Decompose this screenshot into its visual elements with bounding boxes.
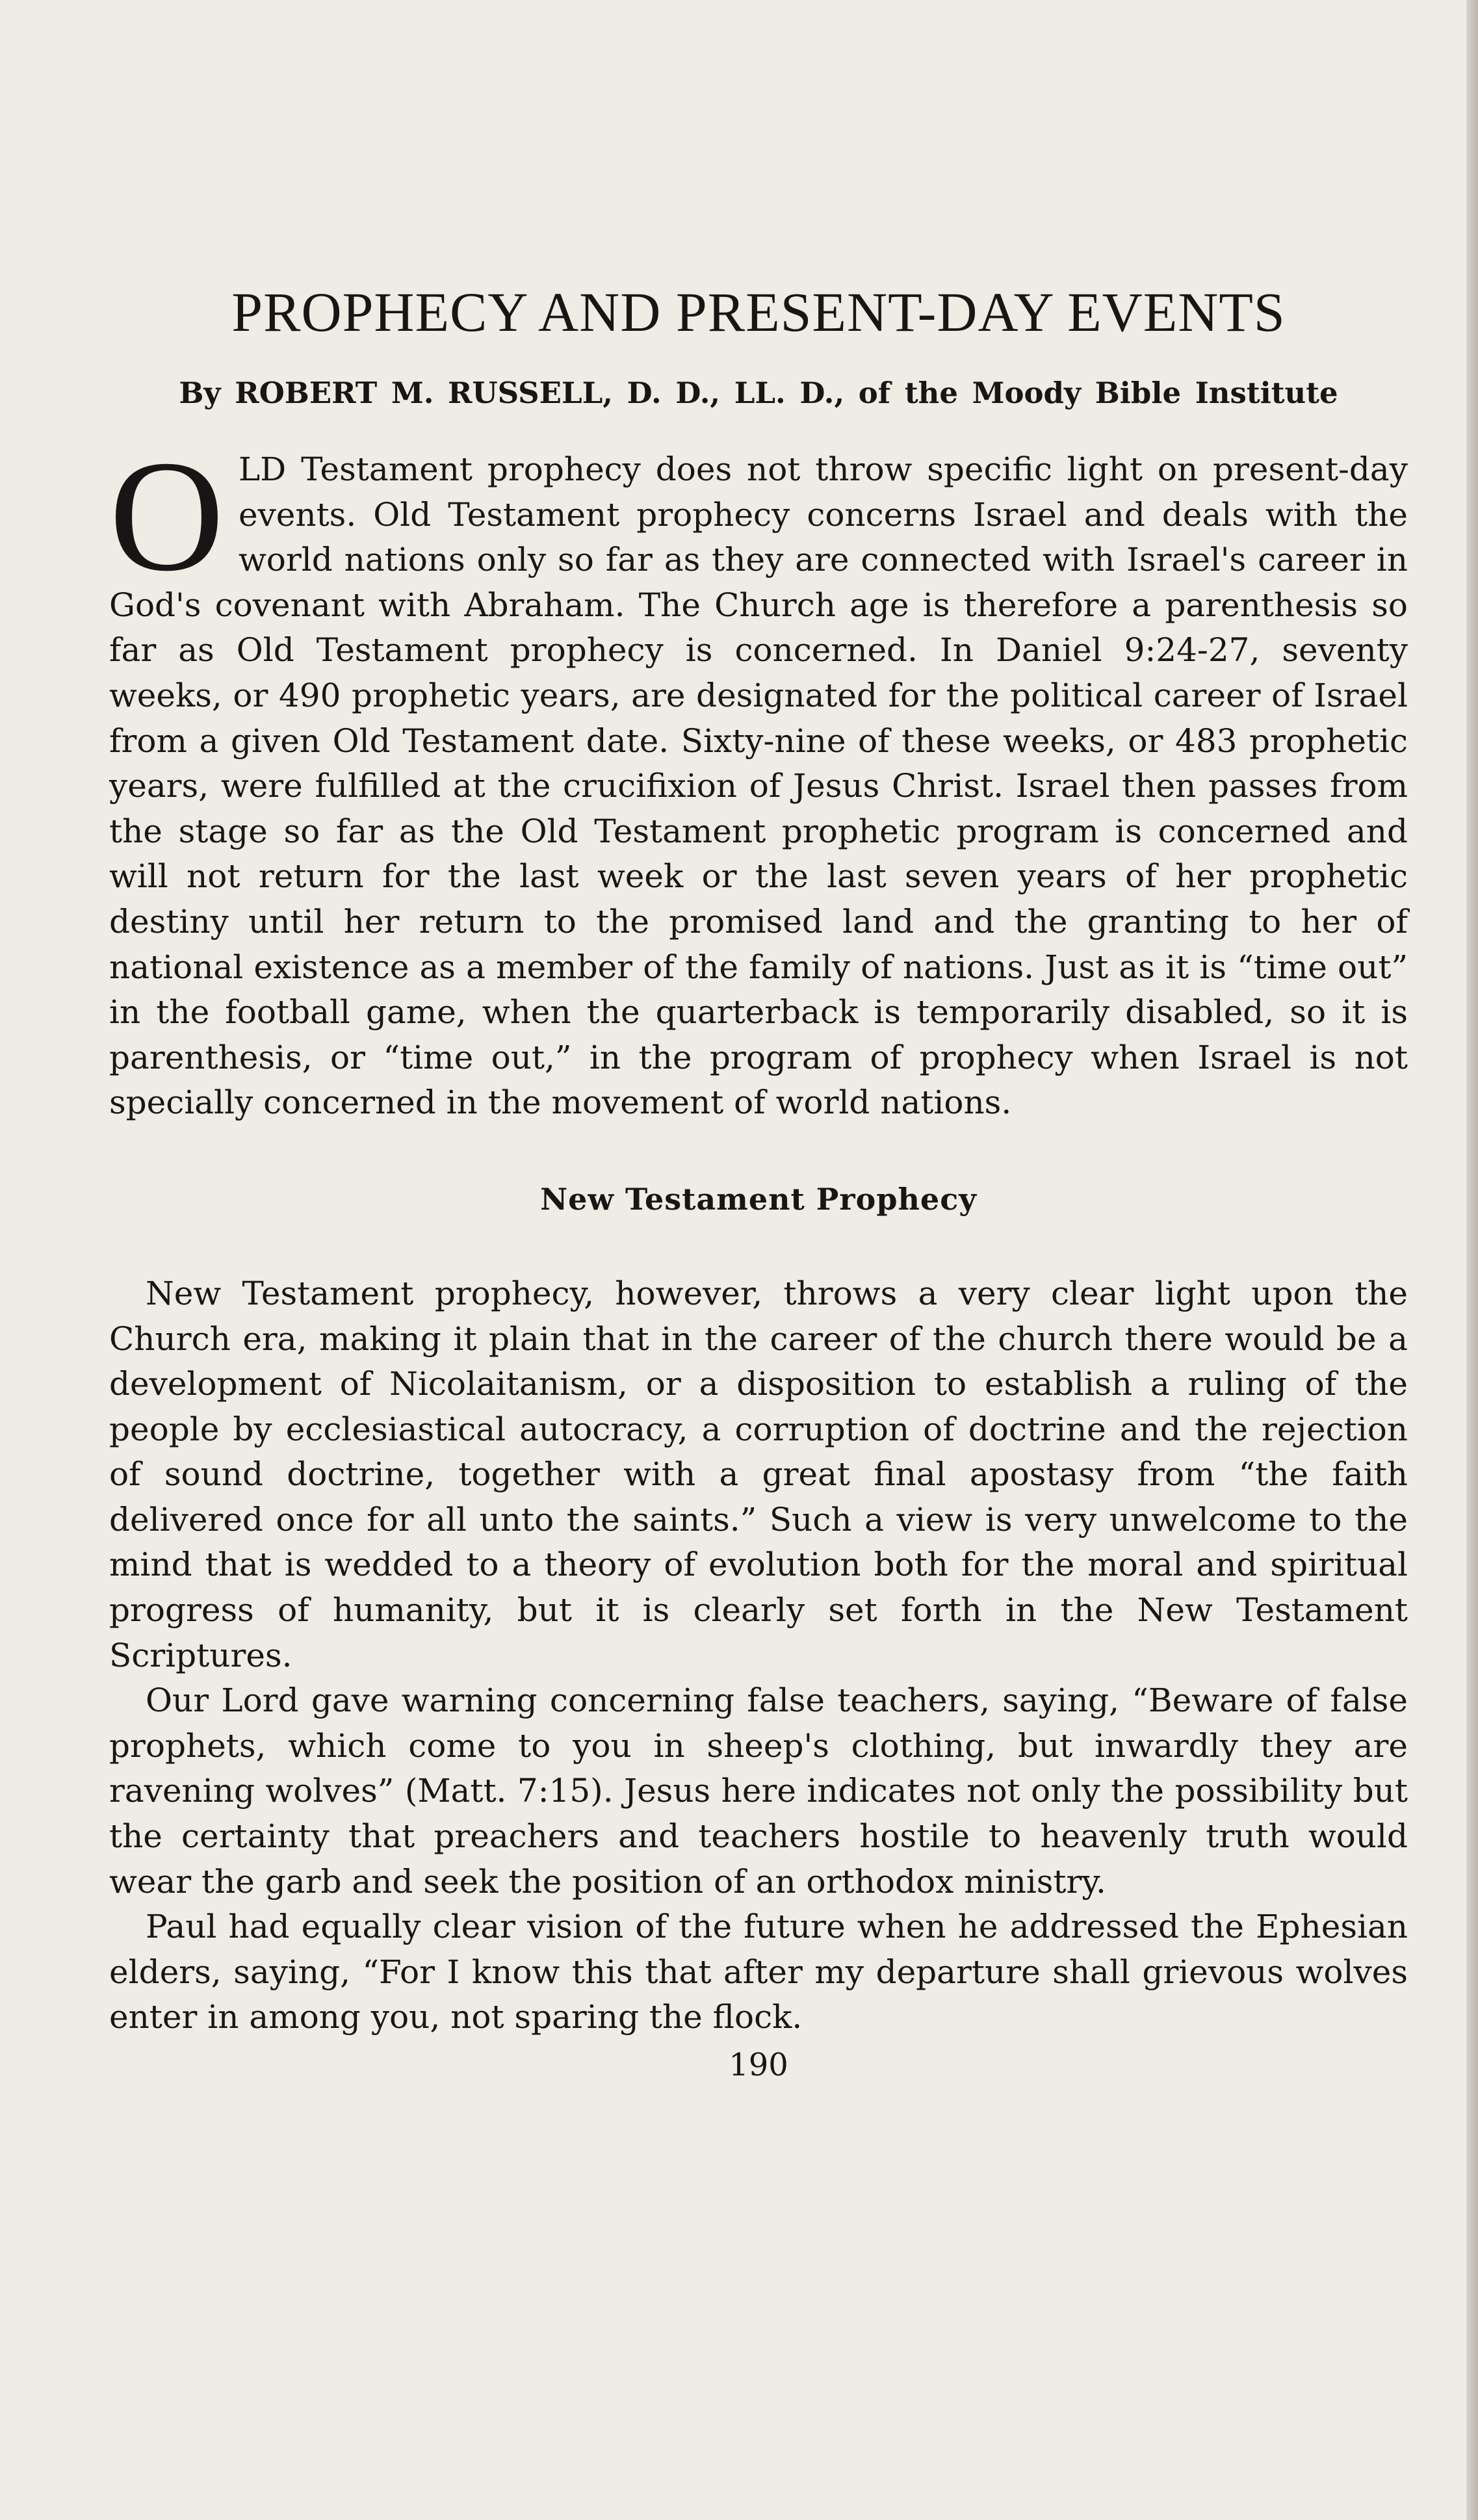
- section-heading: New Testament Prophecy: [540, 1181, 977, 1217]
- article-title: PROPHECY AND PRESENT-DAY EVENTS: [231, 281, 1286, 343]
- drop-cap: O: [109, 428, 224, 604]
- author-byline: By ROBERT M. RUSSELL, D. D., LL. D., of the Moody Bible Institute: [179, 376, 1338, 410]
- paragraph-old-testament-text: LD Testament prophecy does not throw specific light on present-day events. Old Testament prophecy concerns Israel and deals with the world nations only so far as they are connected with Israel's career in God's covenant with Abraham. The Church age is therefore a parenthesis so far as Old Testament prophecy is concerned. In Daniel 9:24-27, seventy weeks, or 490 prophetic years, are designated for the political career of Israel from a given Old Testament date. Sixty-nine of these weeks, or 483 prophetic years, were fulfilled at the crucifixion of Jesus Christ. Israel then passes from the stage so far as the Old Testament prophetic program is concerned and will not return for the last week or the last seven years of her prophetic destiny until her return to the promised land and the granting to her of national existence as a member of the family of nations. Just as it is “time out” in the football game, when the quarterback is temporarily disabled, so it is parenthesis, or “time out,” in the program of prophecy when Israel is not specially concerned in the movement of world nations.: [109, 450, 1408, 1122]
- paragraph-paul: Paul had equally clear vision of the future when he addressed the Ephesian elders, saying, “For I know this that after my departure shall grievous wolves enter in among you, not sparing the flock.: [109, 1908, 1408, 2036]
- page-number: 190: [729, 2047, 788, 2083]
- page: [109, 279, 1408, 2085]
- page-edge-shadow: [1466, 0, 1478, 2520]
- paragraph-false-teachers: Our Lord gave warning concerning false teachers, saying, “Beware of false prophets, which come to you in sheep's clothing, but inwardly they are ravening wolves” (Matt. 7:15). Jesus here indicates not only the possibility but the certainty that preachers and teachers hostile to heavenly truth would wear the garb and seek the position of an orthodox ministry.: [109, 1682, 1408, 1901]
- paragraph-new-testament: New Testament prophecy, however, throws a very clear light upon the Church era, making it plain that in the career of the church there would be a development of Nicolaitanism, or a disposition to establish a ruling of the people by ecclesiastical autocracy, a corruption of doctrine and the rejection of sound doctrine, together with a great final apostasy from “the faith delivered once for all unto the saints.” Such a view is very unwelcome to the mind that is wedded to a theory of evolution both for the moral and spiritual progress of humanity, but it is clearly set forth in the New Testament Scriptures.: [109, 1274, 1408, 1674]
- paragraph-old-testament: [109, 428, 1408, 1126]
